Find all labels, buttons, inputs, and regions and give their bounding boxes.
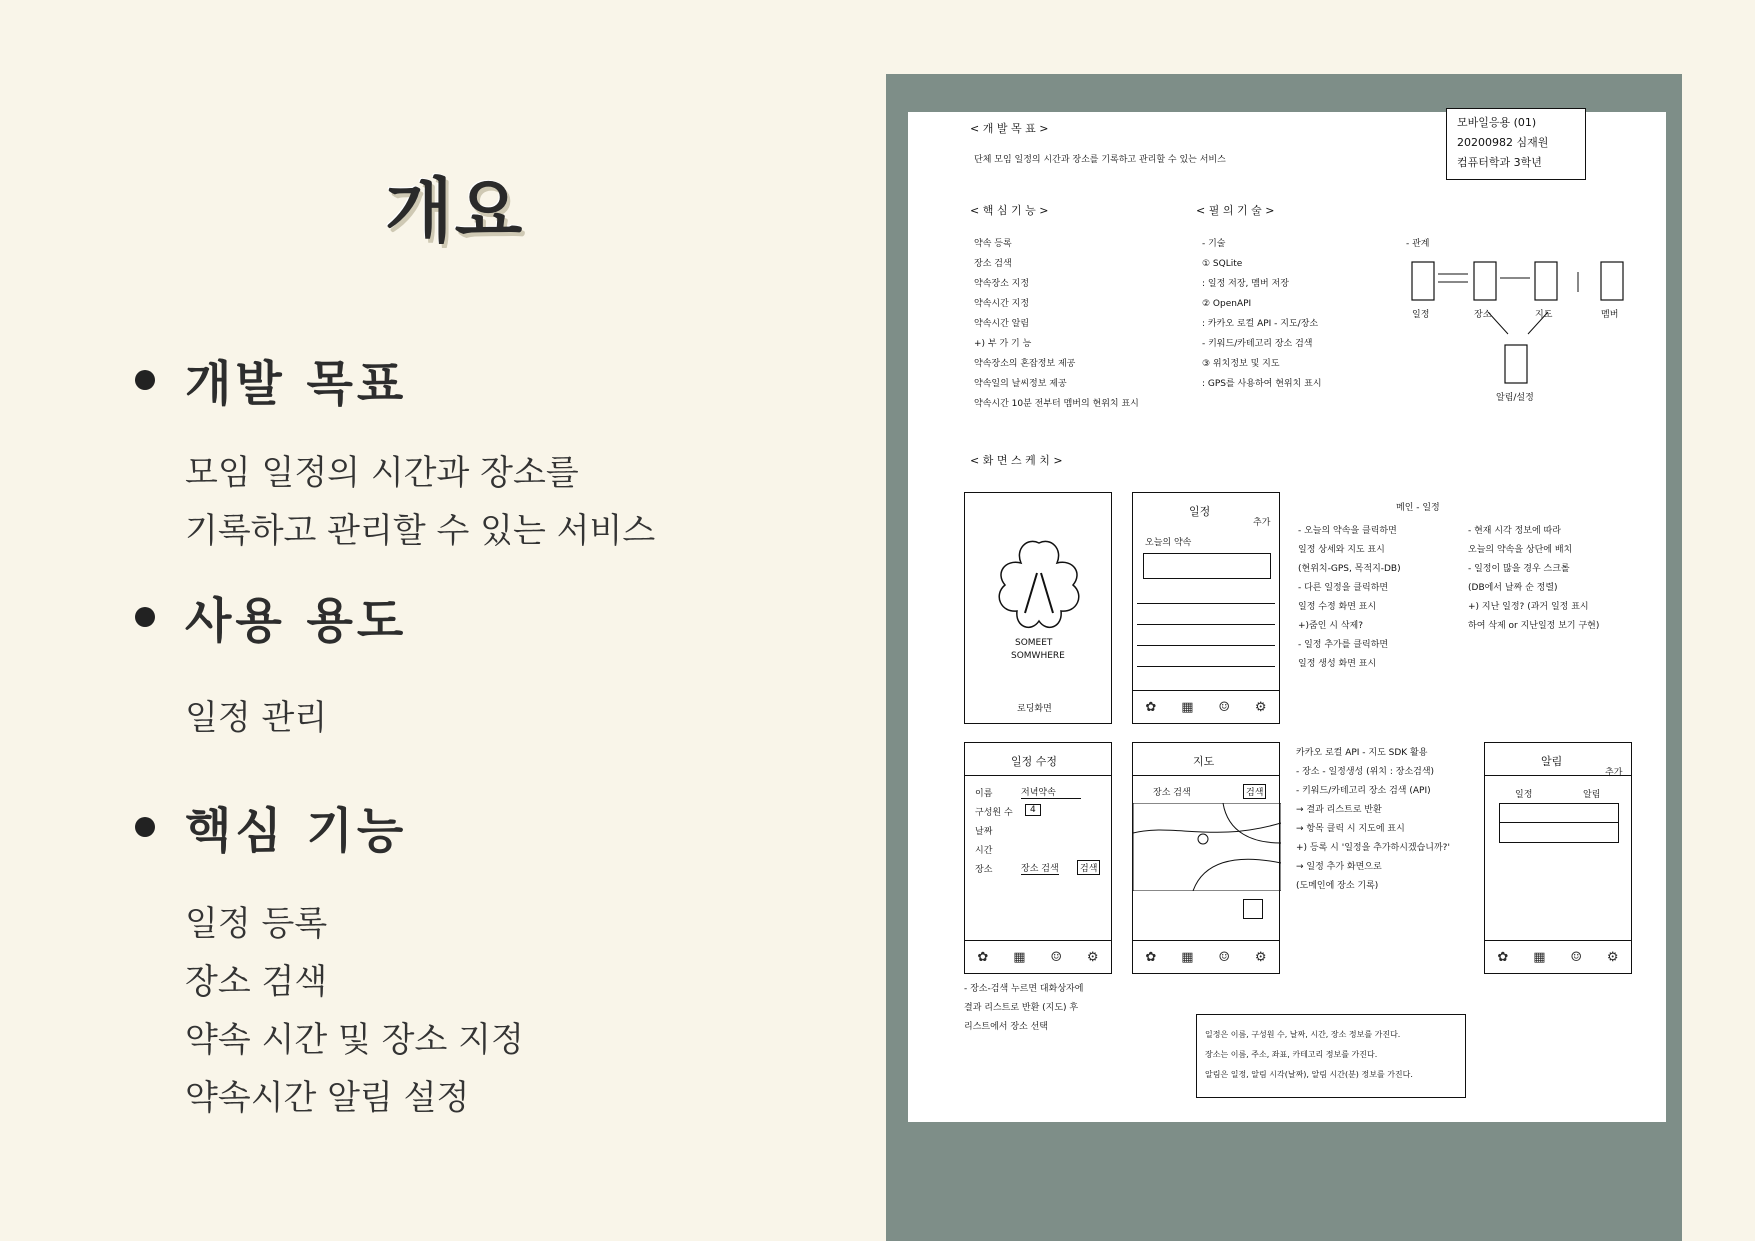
edit-note <box>964 980 1083 1037</box>
nav-schedule-icon[interactable]: ✿ <box>1145 949 1157 965</box>
student-info-box <box>1446 108 1586 180</box>
section-heading: 사용 용도 <box>185 593 408 649</box>
section-dev-goal <box>135 345 655 560</box>
screen-header: < 화 면 스 케 치 > <box>970 454 1063 467</box>
relation-node: 장소 <box>1474 310 1492 320</box>
dev-goal-header: < 개 발 목 표 > <box>970 122 1049 135</box>
note-line: (현위치-GPS, 목적지-DB) <box>1298 564 1401 574</box>
tech-item: ① SQLite <box>1202 259 1243 269</box>
note-line: 카카오 로컬 API - 지도 SDK 활용 <box>1296 748 1428 758</box>
nav-map-icon[interactable]: ▦ <box>1533 949 1546 965</box>
today-label: 오늘의 약속 <box>1145 538 1192 548</box>
note-line: - 현재 시각 정보에 따라 <box>1468 526 1561 536</box>
tech-header: < 필 의 기 술 > <box>1196 204 1275 217</box>
splash-caption: 로딩화면 <box>1017 704 1052 714</box>
note-line: 결과 리스트로 반환 (지도) 후 <box>964 1003 1079 1013</box>
alarm-title: 알림 <box>1541 755 1563 768</box>
note-line: +)줌인 시 삭제? <box>1298 621 1364 631</box>
note-line: 장소는 이름, 주소, 좌표, 카테고리 정보를 가진다. <box>1205 1050 1378 1059</box>
tech-item: - 키워드/카테고리 장소 검색 <box>1202 339 1313 349</box>
alarm-col: 일정 <box>1515 790 1533 800</box>
extra-item: 약속시간 10분 전부터 멤버의 현위치 표시 <box>974 399 1139 409</box>
map-search-button[interactable]: 검색 <box>1243 784 1266 799</box>
core-item: 장소 검색 <box>974 259 1012 269</box>
section-body <box>185 444 655 560</box>
schedule-list <box>1137 603 1275 688</box>
dev-goal-text: 단체 모임 일정의 시간과 장소를 기록하고 관리할 수 있는 서비스 <box>974 155 1226 165</box>
note-line: 일정 생성 화면 표시 <box>1298 659 1377 669</box>
nav-map-icon[interactable]: ▦ <box>1181 949 1194 965</box>
core-item: 약속시간 알림 <box>974 319 1030 329</box>
core-header: < 핵 심 기 능 > <box>970 204 1049 217</box>
add-label: 추가 <box>1605 768 1623 778</box>
note-line: → 항목 클릭 시 지도에 표시 <box>1296 824 1405 834</box>
note-line: → 결과 리스트로 반환 <box>1296 805 1382 815</box>
info-line: 컴퓨터학과 3학년 <box>1457 156 1542 169</box>
body-line: 약속시간 알림 설정 <box>185 1078 470 1118</box>
section-core <box>135 792 524 1127</box>
relation-node: 지도 <box>1535 310 1553 320</box>
map-screen-sketch <box>1132 742 1280 974</box>
bottom-nav <box>1133 690 1279 723</box>
section-usage <box>135 582 407 747</box>
nav-map-icon[interactable]: ▦ <box>1013 949 1026 965</box>
body-line: 일정 등록 <box>185 904 328 944</box>
body-line: 약속 시간 및 장소 지정 <box>185 1020 524 1060</box>
relation-node: 일정 <box>1412 310 1430 320</box>
field-label: 시간 <box>975 846 993 856</box>
tech-item: ③ 위치정보 및 지도 <box>1202 359 1280 369</box>
map-notes <box>1296 744 1450 896</box>
nav-settings-icon[interactable]: ⚙ <box>1254 699 1267 715</box>
map-search-input[interactable]: 장소 검색 <box>1153 788 1191 798</box>
note-line: (도메인에 장소 기록) <box>1296 881 1379 891</box>
note-line: 일정 수정 화면 표시 <box>1298 602 1377 612</box>
note-line: +) 지난 일정? (과거 일정 표시 <box>1468 602 1589 612</box>
extra-item: 약속일의 날씨정보 제공 <box>974 379 1067 389</box>
nav-alarm-icon[interactable]: ☺ <box>1218 949 1230 965</box>
note-line: (DB에서 날짜 순 정렬) <box>1468 583 1558 593</box>
note-line: - 다른 일정을 클릭하면 <box>1298 583 1389 593</box>
info-line: 모바일응용 (01) <box>1457 116 1537 129</box>
map-title: 지도 <box>1193 755 1215 768</box>
nav-schedule-icon[interactable]: ✿ <box>1497 949 1509 965</box>
bullet-icon <box>135 370 155 390</box>
note-line: 하여 삭제 or 지난일정 보기 구현) <box>1468 621 1600 631</box>
add-label: 추가 <box>1253 518 1271 528</box>
field-label: 장소 <box>975 865 993 875</box>
nav-settings-icon[interactable]: ⚙ <box>1086 949 1099 965</box>
section-heading: 개발 목표 <box>185 356 408 412</box>
tech-item: ② OpenAPI <box>1202 299 1252 309</box>
bottom-nav <box>1485 940 1631 973</box>
main-caption: 메인 - 일정 <box>1396 503 1440 513</box>
note-line: 알림은 일정, 알림 시각(날짜), 알림 시간(분) 정보를 가진다. <box>1205 1070 1413 1079</box>
note-line: - 장소 - 일정생성 (위치 : 장소검색) <box>1296 767 1435 777</box>
edit-fields <box>975 785 1013 880</box>
note-line: → 일정 추가 화면으로 <box>1296 862 1382 872</box>
tech-item: : 일정 저장, 멤버 저장 <box>1202 279 1289 289</box>
brand-line: SOMWHERE <box>1011 651 1065 661</box>
bottom-nav <box>965 940 1111 973</box>
place-search-button[interactable]: 검색 <box>1077 860 1100 875</box>
field-label: 구성원 수 <box>975 808 1013 818</box>
core-item: 약속장소 지정 <box>974 279 1030 289</box>
relation-node: 알림/설정 <box>1496 393 1534 403</box>
nav-settings-icon[interactable]: ⚙ <box>1606 949 1619 965</box>
brand-line: SOMEET <box>1015 638 1053 648</box>
tech-item: : GPS를 사용하여 현위치 표시 <box>1202 379 1322 389</box>
nav-schedule-icon[interactable]: ✿ <box>977 949 989 965</box>
note-line: 일정 상세와 지도 표시 <box>1298 545 1385 555</box>
edit-title: 일정 수정 <box>1011 755 1058 768</box>
body-line: 기록하고 관리할 수 있는 서비스 <box>185 511 656 551</box>
db-note-box <box>1196 1014 1466 1098</box>
section-heading: 핵심 기능 <box>185 803 408 859</box>
bullet-icon <box>135 817 155 837</box>
alarm-table[interactable] <box>1499 803 1619 843</box>
bottom-nav <box>1133 940 1279 973</box>
nav-alarm-icon[interactable]: ☺ <box>1218 699 1230 715</box>
nav-settings-icon[interactable]: ⚙ <box>1254 949 1267 965</box>
relation-label: - 관계 <box>1406 239 1430 249</box>
core-item: 약속시간 지정 <box>974 299 1030 309</box>
nav-alarm-icon[interactable]: ☺ <box>1570 949 1582 965</box>
core-item: 약속 등록 <box>974 239 1012 249</box>
body-line: 모임 일정의 시간과 장소를 <box>185 453 579 493</box>
main-title: 일정 <box>1189 505 1211 518</box>
main-notes-2 <box>1468 522 1599 636</box>
core-list <box>974 234 1139 414</box>
extra-item: 약속장소의 혼잡정보 제공 <box>974 359 1076 369</box>
today-card[interactable] <box>1143 553 1271 579</box>
tech-item: : 카카오 로컬 API - 지도/장소 <box>1202 319 1319 329</box>
section-body <box>185 895 524 1127</box>
sketch-paper <box>908 112 1666 1122</box>
section-body <box>185 689 407 747</box>
map-area[interactable] <box>1133 803 1281 891</box>
place-field[interactable]: 장소 검색 <box>1021 861 1059 875</box>
navigate-button[interactable] <box>1243 899 1263 919</box>
main-screen-sketch <box>1132 492 1280 724</box>
splash-screen-sketch <box>964 492 1112 724</box>
note-line: - 일정 추가를 클릭하면 <box>1298 640 1389 650</box>
note-line: - 키워드/카테고리 장소 검색 (API) <box>1296 786 1431 796</box>
note-line: - 오늘의 약속을 클릭하면 <box>1298 526 1397 536</box>
nav-map-icon[interactable]: ▦ <box>1181 699 1194 715</box>
flower-logo-icon <box>989 533 1089 633</box>
tech-item: - 기술 <box>1202 239 1226 249</box>
slide-title: 개요 <box>385 170 525 252</box>
body-line: 장소 검색 <box>185 962 328 1002</box>
relation-diagram <box>1408 252 1638 392</box>
note-line: 오늘의 약속을 상단에 배치 <box>1468 545 1573 555</box>
field-label: 날짜 <box>975 827 993 837</box>
note-line: 리스트에서 장소 선택 <box>964 1022 1048 1032</box>
note-line: - 일정이 많을 경우 스크롤 <box>1468 564 1570 574</box>
note-line: - 장소-검색 누르면 대화상자에 <box>964 984 1084 994</box>
nav-alarm-icon[interactable]: ☺ <box>1050 949 1062 965</box>
main-notes <box>1298 522 1401 674</box>
body-line: 일정 관리 <box>185 698 328 738</box>
nav-schedule-icon[interactable]: ✿ <box>1145 699 1157 715</box>
info-line: 20200982 심재원 <box>1457 136 1549 149</box>
alarm-col: 알림 <box>1583 790 1601 800</box>
field-label: 이름 <box>975 789 993 799</box>
alarm-screen-sketch <box>1484 742 1632 974</box>
name-field[interactable]: 저녁약속 <box>1021 785 1081 799</box>
note-line: +) 등록 시 '일정을 추가하시겠습니까?' <box>1296 843 1450 853</box>
tech-list <box>1202 234 1322 394</box>
extra-header: +) 부 가 기 능 <box>974 339 1032 349</box>
edit-screen-sketch <box>964 742 1112 974</box>
count-field[interactable]: 4 <box>1025 804 1041 816</box>
relation-node: 멤버 <box>1601 310 1619 320</box>
bullet-icon <box>135 607 155 627</box>
note-line: 일정은 이름, 구성원 수, 날짜, 시간, 장소 정보를 가진다. <box>1205 1030 1401 1039</box>
